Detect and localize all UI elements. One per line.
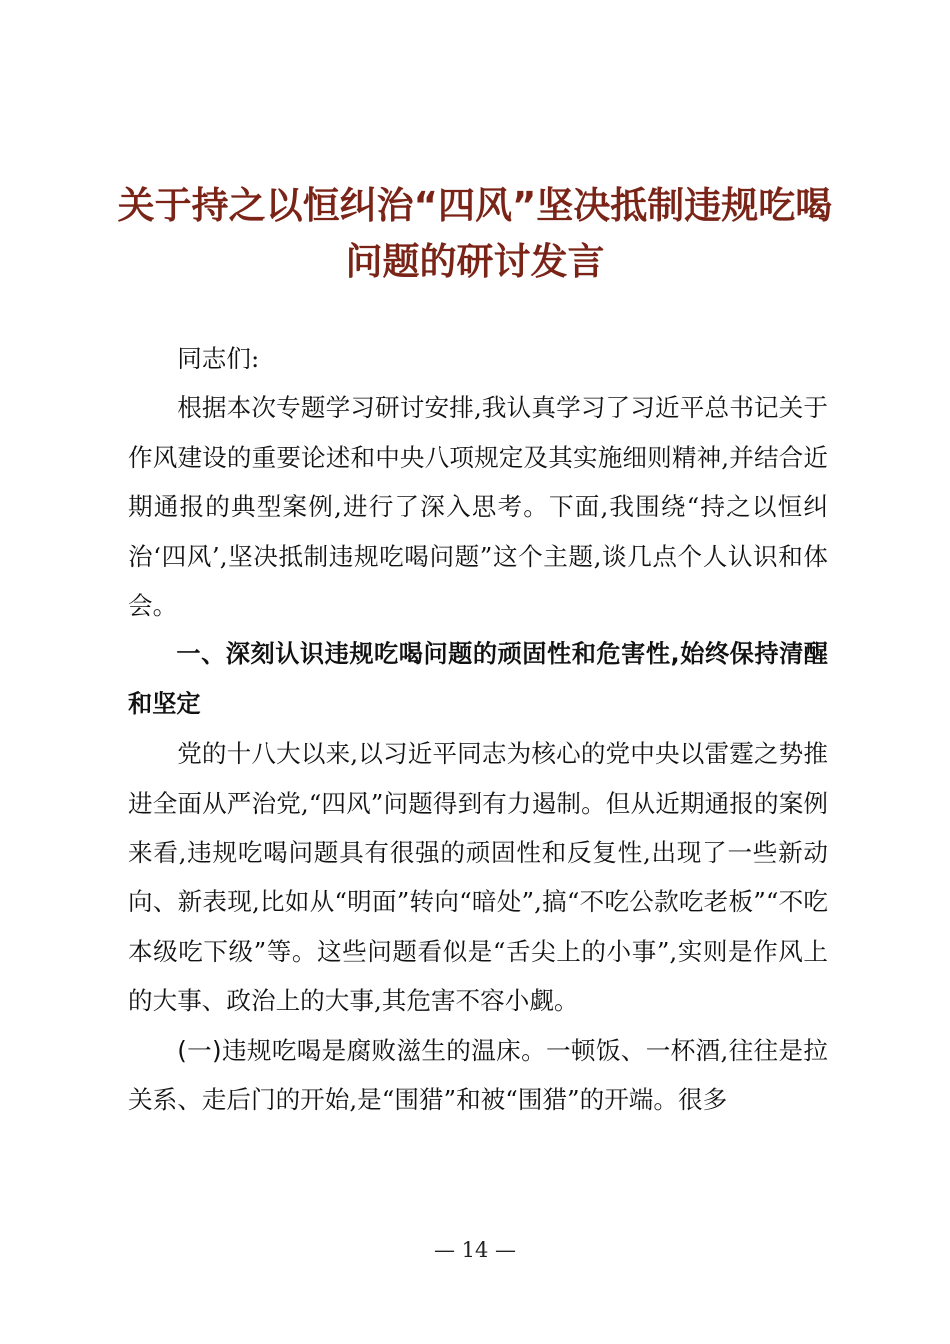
subsection-1-label: (一) xyxy=(177,1035,222,1065)
page-number: — 14 — xyxy=(433,1238,517,1262)
paragraph-2: 党的十八大以来,以习近平同志为核心的党中央以雷霆之势推进全面从严治党,“四风”问题得到有力遏制。但从近期通报的案例来看,违规吃喝问题具有很强的顽固性和反复性,出现了一些新动向、新表现,比如从“明面”转向“暗处”,搞“不吃公款吃老板”“不吃本级吃下级”等。这些问题看似是“舌尖上的小事”,实则是作风上的大事、政治上的大事,其危害不容小觑。 xyxy=(128,739,828,1016)
document-body xyxy=(128,334,828,1125)
subsection-1-text: 违规吃喝是腐败滋生的温床。一顿饭、一杯酒,往往是拉关系、走后门的开始,是“围猎”和被“围猎”的开端。很多 xyxy=(128,1035,828,1115)
document-title xyxy=(100,178,850,290)
section-heading-1: 一、深刻认识违规吃喝问题的顽固性和危害性,始终保持清醒和坚定 xyxy=(128,640,828,718)
subsection-1 xyxy=(128,1026,828,1125)
intro-paragraph: 根据本次专题学习研讨安排,我认真学习了习近平总书记关于作风建设的重要论述和中央八项规定及其实施细则精神,并结合近期通报的典型案例,进行了深入思考。下面,我围绕“持之以恒纠治‘四风’,坚决抵制违规吃喝问题”这个主题,谈几点个人认识和体会。 xyxy=(128,393,828,621)
title-line-2: 问题的研讨发言 xyxy=(345,240,605,283)
salutation: 同志们: xyxy=(177,344,260,373)
title-line-1: 关于持之以恒纠治“四风”坚决抵制违规吃喝 xyxy=(117,184,833,227)
